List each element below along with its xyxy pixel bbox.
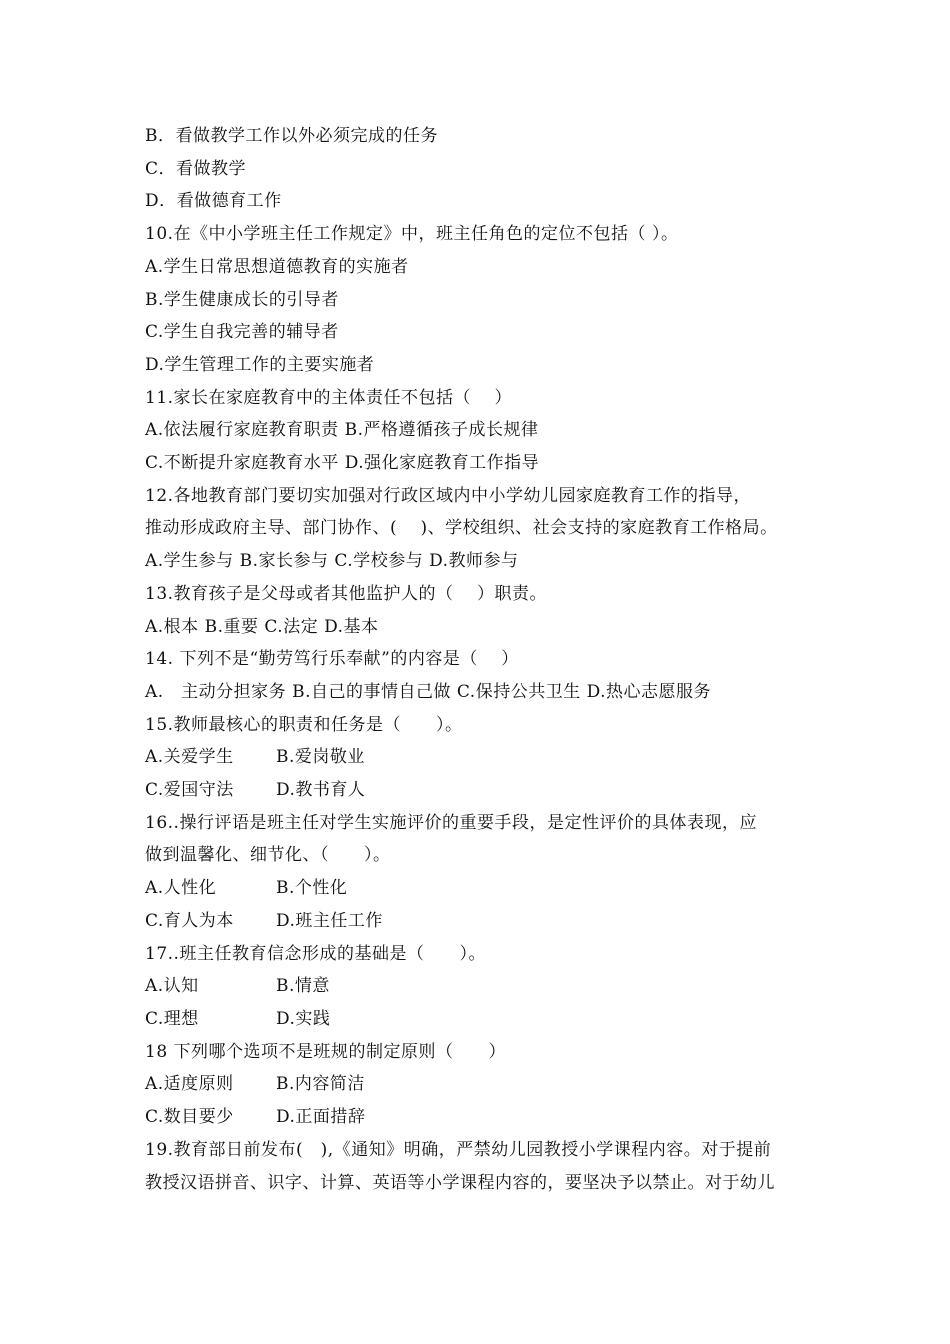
q16-options-row-2: [145, 905, 815, 938]
q18-options-row-1: [145, 1068, 815, 1101]
q18-option-d: D.正面措辞: [276, 1107, 366, 1128]
q17-option-b: B.情意: [276, 976, 330, 997]
q17-options-row-2: [145, 1003, 815, 1036]
question-12-line-1: 12.各地教育部门要切实加强对行政区域内中小学幼儿园家庭教育工作的指导，: [145, 485, 752, 506]
document-content: [145, 120, 815, 1199]
question-18: 18 下列哪个选项不是班规的制定原则（ ）: [145, 1041, 507, 1062]
q15-options-row-2: [145, 774, 815, 807]
q10-option-a: A.学生日常思想道德教育的实施者: [145, 256, 409, 277]
q10-option-d: D.学生管理工作的主要实施者: [145, 354, 375, 375]
q15-option-a: A.关爱学生: [145, 747, 234, 768]
q12-options: A.学生参与 B.家长参与 C.学校参与 D.教师参与: [145, 551, 519, 572]
question-17: 17..班主任教育信念形成的基础是（ ）。: [145, 943, 486, 964]
q11-options-cd: C.不断提升家庭教育水平 D.强化家庭教育工作指导: [145, 453, 540, 474]
question-19-line-2: 教授汉语拼音、识字、计算、英语等小学课程内容的，要坚决予以禁止。对于幼儿: [145, 1172, 775, 1193]
question-14: 14. 下列不是“勤劳笃行乐奉献”的内容是（ ）: [145, 649, 519, 670]
q18-option-a: A.适度原则: [145, 1074, 234, 1095]
q17-option-d: D.实践: [276, 1008, 331, 1029]
q15-option-b: B.爱岗敬业: [276, 747, 365, 768]
q18-options-row-2: [145, 1101, 815, 1134]
q16-option-c: C.育人为本: [145, 910, 234, 931]
q10-option-c: C.学生自我完善的辅导者: [145, 322, 339, 343]
q17-option-a: A.认知: [145, 976, 199, 997]
question-15: 15.教师最核心的职责和任务是（ ）。: [145, 714, 463, 735]
option-c-teaching: C．看做教学: [145, 158, 247, 179]
q14-options: A. 主动分担家务 B.自己的事情自己做 C.保持公共卫生 D.热心志愿服务: [145, 681, 712, 702]
q11-options-ab: A.依法履行家庭教育职责 B.严格遵循孩子成长规律: [145, 420, 539, 441]
question-13: 13.教育孩子是父母或者其他监护人的（ ）职责。: [145, 583, 547, 604]
q15-option-d: D.教书育人: [276, 780, 366, 801]
question-12-line-2: 推动形成政府主导、部门协作、( )、学校组织、社会支持的家庭教育工作格局。: [145, 518, 778, 539]
q16-option-d: D.班主任工作: [276, 910, 383, 931]
q17-options-row-1: [145, 970, 815, 1003]
q10-option-b: B.学生健康成长的引导者: [145, 289, 339, 310]
q13-options: A.根本 B.重要 C.法定 D.基本: [145, 616, 379, 637]
question-16-line-1: 16..操行评语是班主任对学生实施评价的重要手段，是定性评价的具体表现，应: [145, 812, 757, 833]
q16-option-b: B.个性化: [276, 878, 348, 899]
option-b-teaching-extra: B．看做教学工作以外必须完成的任务: [145, 126, 438, 146]
q18-option-b: B.内容简洁: [276, 1074, 365, 1095]
question-19-line-1: 19.教育部日前发布( ),《通知》明确，严禁幼儿园教授小学课程内容。对于提前: [145, 1139, 772, 1160]
q15-options-row-1: [145, 741, 815, 774]
question-10: 10.在《中小学班主任工作规定》中，班主任角色的定位不包括（ ）。: [145, 224, 679, 245]
option-d-moral-education: D．看做德育工作: [145, 191, 282, 212]
q18-option-c: C.数目要少: [145, 1107, 234, 1128]
question-16-line-2: 做到温馨化、细节化、（ ）。: [145, 845, 391, 866]
q16-option-a: A.人性化: [145, 878, 217, 899]
question-11: 11.家长在家庭教育中的主体责任不包括（ ）: [145, 387, 512, 408]
q15-option-c: C.爱国守法: [145, 780, 234, 801]
q16-options-row-1: [145, 872, 815, 905]
q17-option-c: C.理想: [145, 1008, 199, 1029]
